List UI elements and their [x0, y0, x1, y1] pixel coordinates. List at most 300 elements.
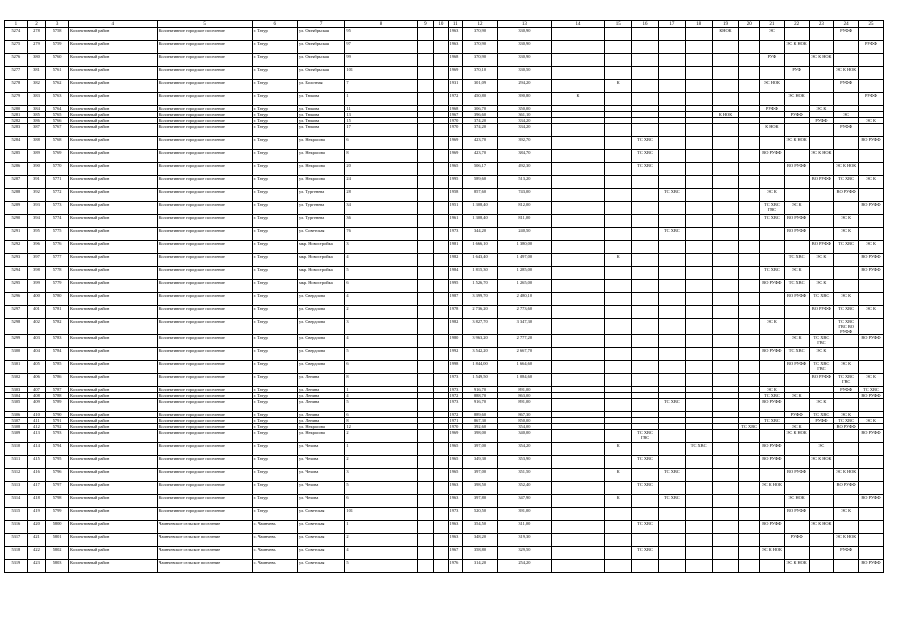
table-cell: 330,90: [498, 28, 552, 41]
table-cell: [760, 93, 785, 106]
table-row: [5, 254, 884, 267]
table-cell: [739, 521, 760, 534]
table-cell: [712, 189, 739, 202]
table-cell: [685, 93, 712, 106]
table-cell: [551, 80, 605, 93]
table-cell: [859, 319, 884, 335]
table-cell: [417, 215, 434, 228]
table-cell: [739, 430, 760, 443]
table-cell: [551, 41, 605, 54]
table-cell: 101: [345, 67, 417, 80]
header-cell: 10: [434, 21, 448, 28]
table-cell: [784, 80, 809, 93]
table-cell: [739, 443, 760, 456]
table-cell: 1982: [448, 254, 462, 267]
table-cell: 4: [345, 254, 417, 267]
table-cell: Коллективный район: [68, 521, 157, 534]
table-row: [5, 189, 884, 202]
table-cell: [551, 534, 605, 547]
table-cell: [551, 28, 605, 41]
table-cell: 354,00: [498, 424, 552, 430]
header-cell: 11: [448, 21, 462, 28]
table-cell: [739, 137, 760, 150]
table-cell: ВО РУФФ: [760, 280, 785, 293]
table-cell: [760, 495, 785, 508]
table-cell: 867,30: [462, 418, 497, 424]
table-cell: [685, 189, 712, 202]
table-cell: 1992: [448, 348, 462, 361]
table-cell: 1967: [448, 112, 462, 118]
table-cell: ВО РУФФ: [760, 521, 785, 534]
table-cell: 6: [345, 412, 417, 418]
table-cell: ВО РУФФ: [834, 482, 859, 495]
table-cell: 404: [27, 348, 46, 361]
table-cell: Коллективное городское поселение: [157, 93, 252, 106]
table-cell: [417, 348, 434, 361]
table-cell: [739, 176, 760, 189]
table-cell: [658, 176, 685, 189]
table-cell: КНОК: [712, 28, 739, 41]
table-cell: [658, 163, 685, 176]
table-cell: Коллективный район: [68, 399, 157, 412]
table-cell: [551, 137, 605, 150]
table-cell: [551, 124, 605, 137]
table-cell: [712, 469, 739, 482]
table-cell: Коллективное городское поселение: [157, 163, 252, 176]
table-row: [5, 469, 884, 482]
table-cell: [739, 267, 760, 280]
table-cell: 1972: [448, 412, 462, 418]
table-cell: ул. Советская: [297, 508, 344, 521]
table-cell: 395: [27, 228, 46, 241]
table-cell: ТС ХВС: [809, 293, 834, 306]
table-cell: [685, 137, 712, 150]
table-row: [5, 137, 884, 150]
table-cell: ТС ХВС ГВС: [760, 202, 785, 215]
table-cell: 5288: [5, 189, 28, 202]
table-row: [5, 280, 884, 293]
table-cell: ТС ХВС: [859, 387, 884, 393]
table-cell: 397,80: [462, 495, 497, 508]
table-cell: 401: [27, 306, 46, 319]
table-cell: 520,50: [462, 508, 497, 521]
table-cell: 5779: [46, 280, 69, 293]
table-cell: ул. Ленина: [297, 374, 344, 387]
table-cell: мкр. Новостройка: [297, 267, 344, 280]
table-row: [5, 93, 884, 106]
table-cell: [417, 189, 434, 202]
table-cell: [605, 430, 632, 443]
table-cell: Коллективное городское поселение: [157, 430, 252, 443]
table-cell: [605, 374, 632, 387]
table-cell: ЭС К: [809, 348, 834, 361]
table-cell: [809, 28, 834, 41]
table-cell: 5786: [46, 374, 69, 387]
table-cell: ЭС К: [809, 106, 834, 112]
table-cell: [834, 399, 859, 412]
table-cell: [632, 495, 659, 508]
table-cell: ЭС К НОК: [809, 150, 834, 163]
table-cell: 3 399,70: [462, 293, 497, 306]
table-cell: [658, 521, 685, 534]
table-cell: [434, 335, 448, 348]
table-cell: [685, 399, 712, 412]
table-cell: ул. Тургенева: [297, 189, 344, 202]
table-cell: 388: [27, 137, 46, 150]
table-cell: г. Татур: [252, 508, 297, 521]
table-cell: 5289: [5, 202, 28, 215]
table-cell: 5780: [46, 293, 69, 306]
table-cell: [658, 124, 685, 137]
table-cell: 340,00: [498, 430, 552, 443]
table-cell: [834, 41, 859, 54]
table-cell: [658, 54, 685, 67]
table-cell: [712, 430, 739, 443]
table-cell: 5278: [5, 80, 28, 93]
table-cell: [434, 361, 448, 374]
table-cell: Коллективный район: [68, 118, 157, 124]
table-cell: К: [605, 495, 632, 508]
table-cell: [760, 67, 785, 80]
table-cell: [739, 215, 760, 228]
table-cell: 386: [27, 118, 46, 124]
table-cell: Коллективное городское поселение: [157, 399, 252, 412]
table-cell: г. Татур: [252, 387, 297, 393]
table-cell: [809, 215, 834, 228]
table-cell: [809, 547, 834, 560]
table-cell: г. Татур: [252, 124, 297, 137]
table-cell: 889,60: [462, 412, 497, 418]
table-cell: [685, 534, 712, 547]
table-row: [5, 361, 884, 374]
table-cell: Коллективный район: [68, 534, 157, 547]
table-cell: [605, 335, 632, 348]
table-cell: [417, 67, 434, 80]
table-cell: 5790: [46, 412, 69, 418]
table-cell: ТС ХВС: [784, 280, 809, 293]
table-cell: [605, 215, 632, 228]
table-cell: [685, 215, 712, 228]
table-cell: 423,70: [462, 150, 497, 163]
table-cell: [632, 443, 659, 456]
table-cell: [685, 280, 712, 293]
table-cell: г. Татур: [252, 163, 297, 176]
table-cell: 1: [345, 93, 417, 106]
table-cell: [551, 254, 605, 267]
table-cell: [859, 215, 884, 228]
table-cell: 20: [345, 163, 417, 176]
table-cell: [712, 254, 739, 267]
table-cell: Чаинчевское сельское поселение: [157, 521, 252, 534]
table-cell: 5788: [46, 393, 69, 399]
table-cell: ЭС К НОК: [834, 163, 859, 176]
table-cell: 354,20: [498, 443, 552, 456]
table-cell: [859, 150, 884, 163]
table-cell: [739, 469, 760, 482]
table-cell: ул. Ленина: [297, 387, 344, 393]
table-cell: 5773: [46, 202, 69, 215]
table-cell: [739, 241, 760, 254]
table-cell: Коллективное городское поселение: [157, 118, 252, 124]
table-cell: [809, 202, 834, 215]
table-cell: [417, 163, 434, 176]
table-cell: [712, 124, 739, 137]
table-cell: Коллективное городское поселение: [157, 418, 252, 424]
table-cell: [658, 202, 685, 215]
table-cell: 354,50: [462, 521, 497, 534]
table-cell: [712, 335, 739, 348]
table-cell: 6: [345, 495, 417, 508]
table-cell: [859, 54, 884, 67]
table-cell: [658, 335, 685, 348]
table-cell: Коллективное городское поселение: [157, 456, 252, 469]
table-cell: ЭС К НОК: [784, 560, 809, 573]
table-row: [5, 67, 884, 80]
table-cell: [712, 41, 739, 54]
table-cell: [605, 176, 632, 189]
table-cell: 3 542,20: [462, 348, 497, 361]
table-cell: 409: [27, 399, 46, 412]
table-cell: [434, 280, 448, 293]
table-cell: 2 667,70: [498, 348, 552, 361]
table-cell: [417, 361, 434, 374]
table-cell: РУФ: [784, 67, 809, 80]
table-cell: [434, 560, 448, 573]
table-cell: мкр. Новостройка: [297, 280, 344, 293]
table-cell: [809, 508, 834, 521]
table-cell: 1969: [448, 137, 462, 150]
table-cell: 1965: [448, 163, 462, 176]
table-cell: 1978: [448, 306, 462, 319]
table-cell: [712, 482, 739, 495]
table-cell: 380: [27, 54, 46, 67]
table-cell: ТС ХВС: [632, 521, 659, 534]
table-cell: 1963: [448, 28, 462, 41]
table-cell: [605, 267, 632, 280]
header-cell: 13: [498, 21, 552, 28]
table-cell: Коллективное городское поселение: [157, 412, 252, 418]
table-cell: ул. Советская: [297, 534, 344, 547]
table-cell: [859, 348, 884, 361]
table-cell: 5275: [5, 41, 28, 54]
table-cell: [685, 202, 712, 215]
table-cell: Коллективный район: [68, 393, 157, 399]
table-cell: 5302: [5, 374, 28, 387]
table-cell: 7: [345, 80, 417, 93]
table-cell: 361,10: [498, 112, 552, 118]
table-cell: [784, 547, 809, 560]
table-cell: ЭС К: [834, 361, 859, 374]
table-cell: 1958: [448, 189, 462, 202]
table-cell: [712, 54, 739, 67]
table-cell: [685, 361, 712, 374]
table-cell: 254,20: [498, 560, 552, 573]
table-cell: 352,40: [498, 482, 552, 495]
table-cell: г. Татур: [252, 189, 297, 202]
table-cell: [685, 521, 712, 534]
table-cell: 1973: [448, 228, 462, 241]
table-row: [5, 508, 884, 521]
table-cell: [784, 521, 809, 534]
table-cell: ЭС К НОК: [809, 456, 834, 469]
table-cell: 17: [345, 124, 417, 137]
table-cell: Коллективное городское поселение: [157, 189, 252, 202]
table-cell: ул. Свердлова: [297, 306, 344, 319]
table-cell: [632, 469, 659, 482]
table-cell: ЭС: [760, 28, 785, 41]
table-cell: 1970: [448, 118, 462, 124]
table-cell: 1987: [448, 293, 462, 306]
table-cell: ЭС К: [760, 387, 785, 393]
table-cell: 5770: [46, 163, 69, 176]
table-cell: г. Татур: [252, 374, 297, 387]
table-cell: 390: [27, 163, 46, 176]
table-cell: 400: [27, 293, 46, 306]
table-cell: К: [605, 469, 632, 482]
table-cell: ЭС К НОК: [809, 521, 834, 534]
table-cell: РУФФ: [809, 418, 834, 424]
table-cell: [551, 293, 605, 306]
table-cell: [417, 547, 434, 560]
table-cell: РУФФ: [834, 387, 859, 393]
table-cell: [551, 306, 605, 319]
table-cell: 76: [345, 228, 417, 241]
table-cell: 15: [345, 118, 417, 124]
table-cell: [632, 80, 659, 93]
table-cell: 5783: [46, 335, 69, 348]
table-cell: ул. Болотная: [297, 80, 344, 93]
table-cell: [551, 482, 605, 495]
table-cell: [417, 495, 434, 508]
table-cell: Коллективное городское поселение: [157, 495, 252, 508]
table-cell: ул. Тургенева: [297, 215, 344, 228]
header-cell: 3: [46, 21, 69, 28]
table-cell: 417: [27, 482, 46, 495]
table-cell: [760, 293, 785, 306]
table-cell: Коллективный район: [68, 469, 157, 482]
table-cell: 311,00: [498, 521, 552, 534]
table-cell: Коллективное городское поселение: [157, 393, 252, 399]
table-cell: [859, 469, 884, 482]
table-cell: 5291: [5, 228, 28, 241]
table-cell: [605, 28, 632, 41]
table-cell: [712, 228, 739, 241]
table-cell: [417, 534, 434, 547]
table-cell: Коллективный район: [68, 361, 157, 374]
table-cell: [685, 80, 712, 93]
table-cell: [760, 254, 785, 267]
table-cell: [434, 189, 448, 202]
table-cell: РУФФ: [859, 41, 884, 54]
table-cell: 5796: [46, 469, 69, 482]
table-cell: г. Татур: [252, 176, 297, 189]
table-cell: 1: [345, 387, 417, 393]
table-cell: [658, 508, 685, 521]
table-cell: [551, 335, 605, 348]
table-cell: ВО РУФФ: [859, 560, 884, 573]
table-cell: 4: [345, 547, 417, 560]
table-cell: [632, 306, 659, 319]
table-cell: 351,50: [498, 469, 552, 482]
table-cell: [859, 67, 884, 80]
table-cell: 348,20: [462, 534, 497, 547]
table-cell: 5280: [5, 106, 28, 112]
table-cell: 5276: [5, 54, 28, 67]
table-cell: 1931: [448, 80, 462, 93]
table-cell: [417, 176, 434, 189]
table-cell: [551, 54, 605, 67]
table-row: [5, 293, 884, 306]
table-cell: Коллективное городское поселение: [157, 137, 252, 150]
table-cell: [551, 560, 605, 573]
table-cell: [760, 508, 785, 521]
table-cell: 5294: [5, 267, 28, 280]
table-cell: 863,00: [498, 393, 552, 399]
table-cell: [859, 399, 884, 412]
table-cell: [809, 228, 834, 241]
table-cell: 334,20: [498, 124, 552, 137]
table-cell: г. Татур: [252, 319, 297, 335]
table-cell: [739, 28, 760, 41]
table-cell: 5775: [46, 228, 69, 241]
table-cell: [859, 124, 884, 137]
table-cell: К: [605, 443, 632, 456]
table-cell: [434, 374, 448, 387]
table-cell: 5286: [5, 163, 28, 176]
table-cell: 5: [345, 399, 417, 412]
table-cell: [417, 267, 434, 280]
table-cell: [712, 348, 739, 361]
table-cell: [434, 430, 448, 443]
header-cell: 8: [345, 21, 417, 28]
table-cell: 1 526,70: [462, 280, 497, 293]
table-cell: 5801: [46, 534, 69, 547]
table-cell: [784, 124, 809, 137]
table-cell: [551, 469, 605, 482]
table-cell: [739, 54, 760, 67]
table-cell: г. Татур: [252, 28, 297, 41]
header-cell: 14: [551, 21, 605, 28]
table-cell: ул. Советская: [297, 521, 344, 534]
table-cell: 5296: [5, 293, 28, 306]
table-cell: [605, 280, 632, 293]
table-cell: Коллективный район: [68, 54, 157, 67]
table-cell: 399: [27, 280, 46, 293]
table-cell: ВО РУФФ: [784, 215, 809, 228]
table-cell: [712, 93, 739, 106]
table-cell: ул. Ленина: [297, 412, 344, 418]
table-cell: 5787: [46, 387, 69, 393]
table-cell: ТС ХВС: [834, 176, 859, 189]
table-row: [5, 241, 884, 254]
table-cell: г. Татур: [252, 306, 297, 319]
table-cell: [434, 456, 448, 469]
table-cell: Коллективное городское поселение: [157, 424, 252, 430]
table-cell: [434, 93, 448, 106]
table-cell: 5282: [5, 118, 28, 124]
table-cell: [551, 67, 605, 80]
table-cell: [739, 456, 760, 469]
table-cell: [809, 430, 834, 443]
table-cell: [632, 228, 659, 241]
table-cell: 415: [27, 456, 46, 469]
table-cell: 3 347,30: [498, 319, 552, 335]
column-number-header: [5, 21, 884, 28]
table-cell: г. Татур: [252, 41, 297, 54]
table-cell: [784, 306, 809, 319]
table-cell: 374,20: [462, 124, 497, 137]
table-cell: 3: [345, 241, 417, 254]
